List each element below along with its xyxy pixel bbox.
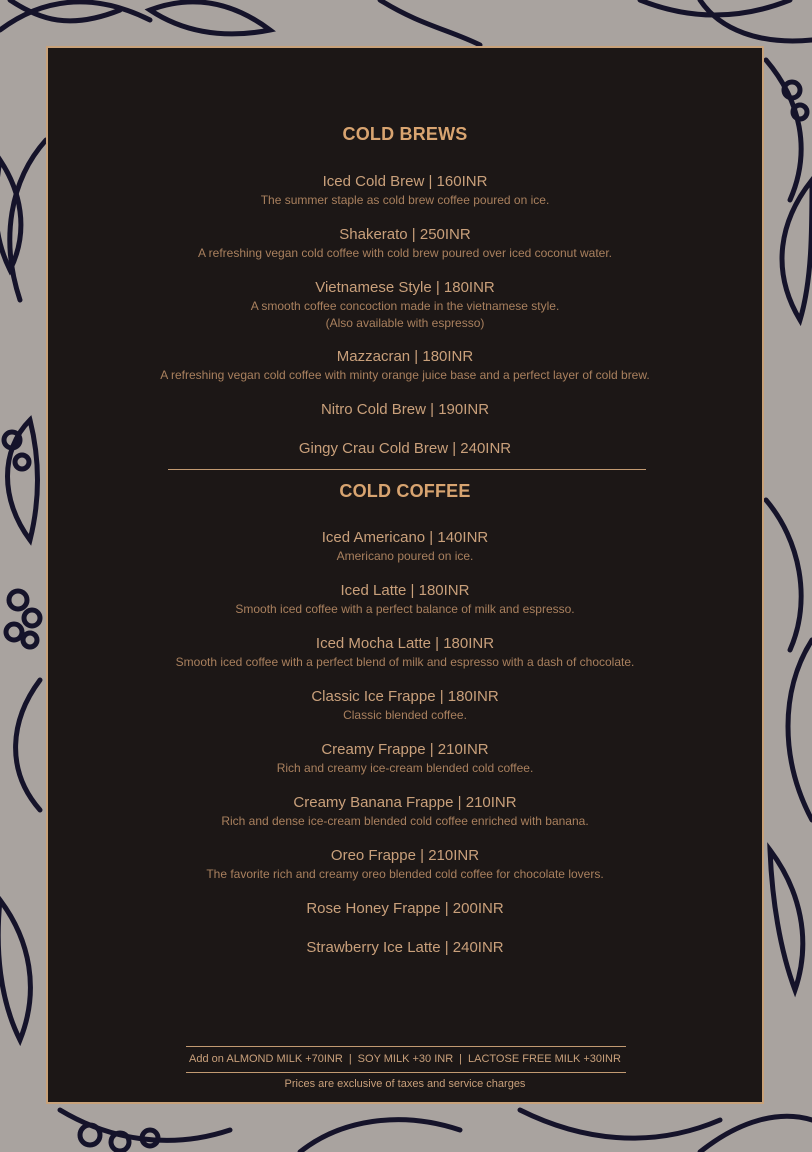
- menu-item-description: Smooth iced coffee with a perfect blend of milk and espresso with a dash of chocolate.: [175, 655, 635, 669]
- menu-item: [48, 439, 762, 459]
- menu-item-title: Creamy Banana Frappe | 210INR: [293, 794, 517, 811]
- addon-almond-milk: Add on ALMOND MILK +70INR: [189, 1053, 343, 1065]
- addons-top-rule: [186, 1046, 626, 1047]
- menu-item: [48, 172, 762, 209]
- menu-item-description: Classic blended coffee.: [343, 708, 467, 722]
- menu-item-description: A smooth coffee concoction made in the vietnamese style.: [250, 299, 560, 313]
- menu-item: [48, 400, 762, 420]
- menu-item-description: Rich and dense ice-cream blended cold coffee enriched with banana.: [221, 814, 589, 828]
- menu-item: [48, 278, 762, 332]
- menu-item-title: Classic Ice Frappe | 180INR: [311, 688, 499, 705]
- menu-item: [48, 740, 762, 777]
- section-title-cold-brews: COLD BREWS: [342, 124, 468, 144]
- menu-item-description: Smooth iced coffee with a perfect balance of milk and espresso.: [235, 602, 575, 616]
- menu-item-title: Rose Honey Frappe | 200INR: [306, 900, 504, 917]
- menu-item-title: Oreo Frappe | 210INR: [330, 847, 480, 864]
- addons-line: [48, 1051, 762, 1067]
- menu-item-title: Nitro Cold Brew | 190INR: [320, 401, 490, 418]
- addon-soy-milk: SOY MILK +30 INR: [357, 1053, 454, 1065]
- menu-item: [48, 793, 762, 830]
- addons-bottom-rule: [186, 1072, 626, 1073]
- menu-item-title: Iced Latte | 180INR: [340, 582, 470, 599]
- menu-item-description: The favorite rich and creamy oreo blended cold coffee for chocolate lovers.: [206, 867, 604, 881]
- addon-separator: |: [459, 1053, 463, 1065]
- menu-item: [48, 634, 762, 671]
- menu-item: [48, 528, 762, 565]
- menu-item-title: Shakerato | 250INR: [339, 226, 471, 243]
- menu-item: [48, 846, 762, 883]
- section-title-cold-coffee: COLD COFFEE: [339, 481, 471, 501]
- menu-item-title: Strawberry Ice Latte | 240INR: [306, 939, 504, 956]
- menu-item-title: Mazzacran | 180INR: [336, 348, 474, 365]
- addon-separator: |: [348, 1053, 352, 1065]
- section-divider: [168, 469, 646, 470]
- menu-item: [48, 581, 762, 618]
- prices-footnote: Prices are exclusive of taxes and service charges: [284, 1078, 526, 1090]
- menu-item-title: Gingy Crau Cold Brew | 240INR: [298, 440, 512, 457]
- menu-item-note: (Also available with espresso): [325, 316, 485, 330]
- menu-panel: [46, 46, 764, 1104]
- menu-item: [48, 938, 762, 958]
- menu-item: [48, 347, 762, 384]
- menu-item-description: A refreshing vegan cold coffee with cold brew poured over iced coconut water.: [197, 246, 613, 260]
- menu-item-description: Rich and creamy ice-cream blended cold coffee.: [276, 761, 534, 775]
- menu-item-title: Vietnamese Style | 180INR: [315, 279, 495, 296]
- menu-item: [48, 687, 762, 724]
- addon-lactose-free-milk: LACTOSE FREE MILK +30INR: [468, 1053, 621, 1065]
- menu-item-description: Americano poured on ice.: [336, 549, 474, 563]
- menu-item: [48, 225, 762, 262]
- menu-item-title: Creamy Frappe | 210INR: [321, 741, 489, 758]
- menu-item-title: Iced Americano | 140INR: [321, 529, 489, 546]
- menu-item-title: Iced Cold Brew | 160INR: [322, 173, 488, 190]
- menu-item: [48, 899, 762, 919]
- menu-item-description: A refreshing vegan cold coffee with minty orange juice base and a perfect layer of cold brew.: [160, 368, 650, 382]
- menu-item-description: The summer staple as cold brew coffee poured on ice.: [260, 193, 550, 207]
- menu-item-title: Iced Mocha Latte | 180INR: [315, 635, 495, 652]
